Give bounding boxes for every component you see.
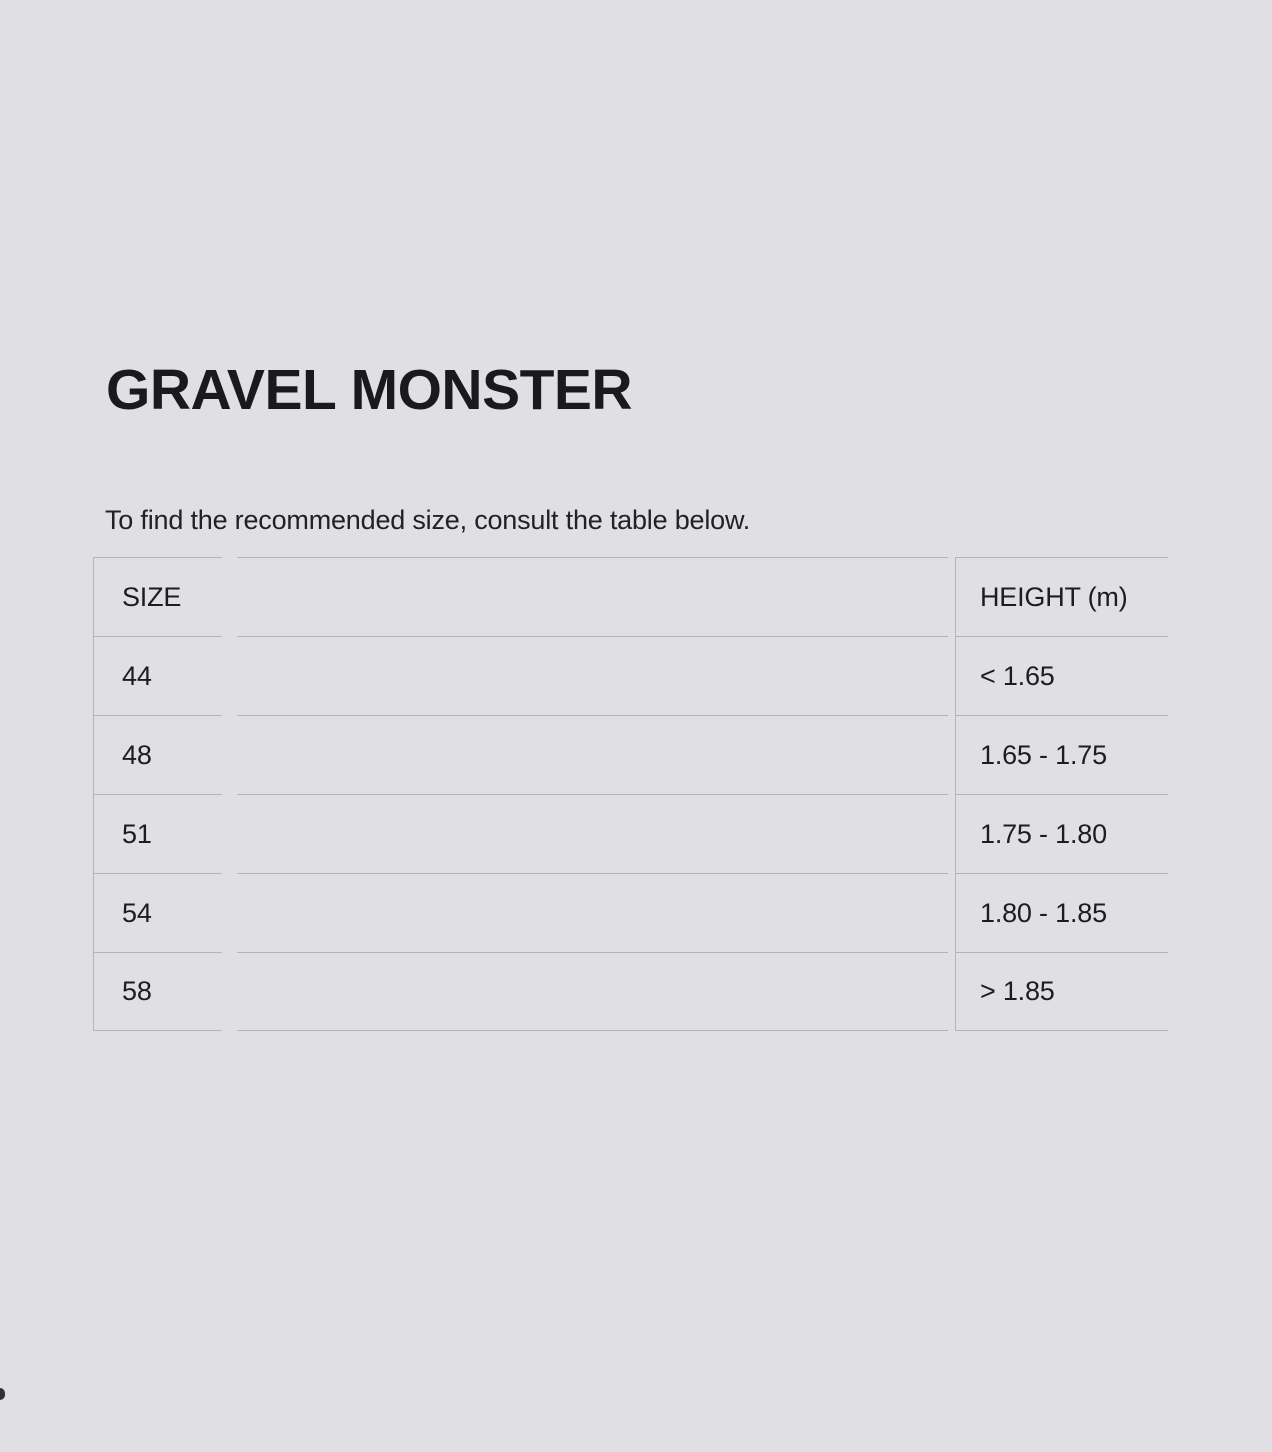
intro-text: To find the recommended size, consult the table below. bbox=[105, 505, 751, 535]
spacer-cell bbox=[237, 715, 948, 794]
table-header-row bbox=[93, 557, 1168, 636]
column-gap bbox=[222, 873, 237, 952]
column-gap bbox=[222, 794, 237, 873]
spacer-cell bbox=[237, 952, 948, 1031]
size-table bbox=[93, 557, 1168, 1031]
size-cell: 58 bbox=[93, 952, 222, 1031]
height-cell: 1.75 - 1.80 bbox=[955, 794, 1168, 873]
divider-gap bbox=[948, 794, 955, 873]
size-cell: 44 bbox=[93, 636, 222, 715]
column-gap bbox=[222, 557, 237, 636]
divider-gap bbox=[948, 636, 955, 715]
height-cell: < 1.65 bbox=[955, 636, 1168, 715]
table-row bbox=[93, 952, 1168, 1031]
table-row bbox=[93, 715, 1168, 794]
page-title: GRAVEL MONSTER bbox=[106, 358, 633, 423]
size-cell: 51 bbox=[93, 794, 222, 873]
table-row bbox=[93, 873, 1168, 952]
size-cell: 48 bbox=[93, 715, 222, 794]
clipped-edge-glyph bbox=[0, 1388, 5, 1400]
height-cell: > 1.85 bbox=[955, 952, 1168, 1031]
height-cell: 1.80 - 1.85 bbox=[955, 873, 1168, 952]
column-gap bbox=[222, 636, 237, 715]
divider-gap bbox=[948, 715, 955, 794]
spacer-cell bbox=[237, 636, 948, 715]
divider-gap bbox=[948, 873, 955, 952]
header-height-label: HEIGHT (m) bbox=[955, 557, 1168, 636]
height-cell: 1.65 - 1.75 bbox=[955, 715, 1168, 794]
column-gap bbox=[222, 715, 237, 794]
column-gap bbox=[222, 952, 237, 1031]
spacer-cell bbox=[237, 794, 948, 873]
divider-gap bbox=[948, 952, 955, 1031]
size-cell: 54 bbox=[93, 873, 222, 952]
table-row bbox=[93, 636, 1168, 715]
spacer-cell bbox=[237, 873, 948, 952]
header-middle-cell bbox=[237, 557, 948, 636]
table-row bbox=[93, 794, 1168, 873]
divider-gap bbox=[948, 557, 955, 636]
header-size-label: SIZE bbox=[93, 557, 222, 636]
